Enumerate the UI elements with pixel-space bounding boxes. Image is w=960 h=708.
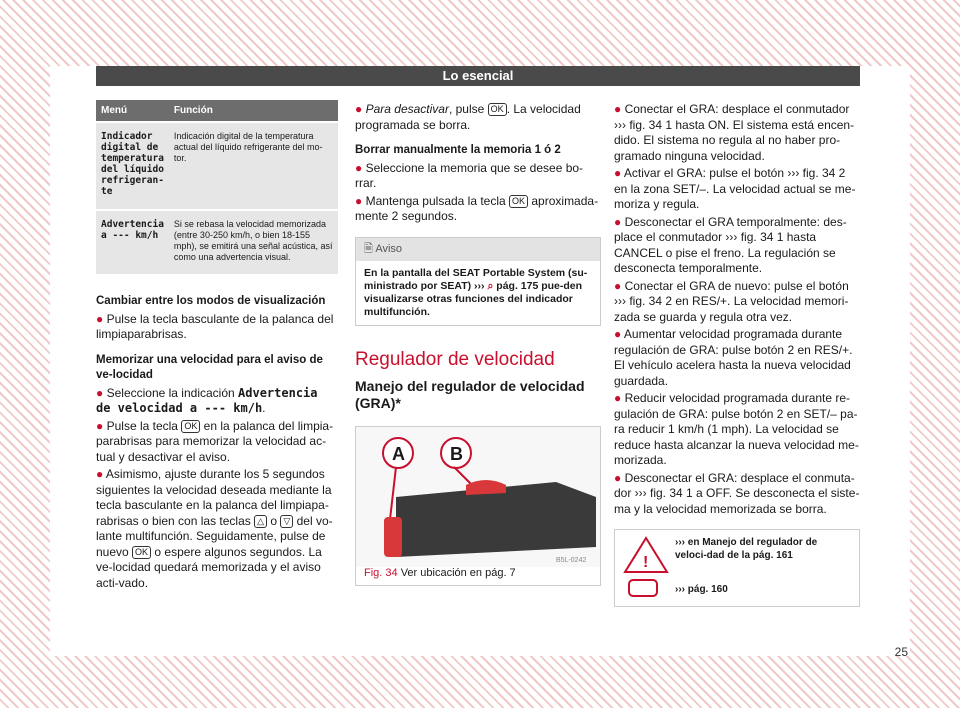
heading-clear-memory: Borrar manualmente la memoria 1 ó 2 [355, 144, 561, 156]
figure-code: B5L-0242 [556, 556, 587, 564]
warning-icon [621, 534, 671, 604]
list-item: ● Desconectar el GRA temporalmente: des-place el conmutador ››› fig. 34 1 hasta CANCEL o pise el freno. La regulación se desconecta temporalmente. [614, 214, 847, 275]
heading-memorize-speed: Memorizar una velocidad para el aviso de ve-locidad [96, 353, 323, 381]
figure-34 [355, 426, 601, 586]
ok-key: OK [181, 420, 200, 433]
warning-box [614, 529, 860, 607]
svg-text:!: ! [643, 554, 649, 571]
page-number: 25 [894, 645, 908, 659]
ok-key: OK [509, 195, 528, 208]
notice-text: En la pantalla del SEAT Portable System (su-ministrado por SEAT) ››› ⌕ pág. 175 pue-den visualizarse otras funciones del indicador multifunción. [364, 267, 588, 318]
portable-system-icon: ⌕ [487, 280, 494, 292]
list-item: ● Reducir velocidad programada durante re-gulación de GRA: pulse botón 2 en SET/– pa-ra reducir 1 km/h (1 mph). La velocidad se reduce hasta alcanzar la nueva velocidad me-morizada. [614, 391, 859, 467]
paragraph: ● Pulse la tecla OK en la palanca del limpia-parabrisas para memorizar la velocidad ac-tual y desactivar el aviso. [96, 418, 334, 464]
list-item: ● Conectar el GRA: desplace el conmutador ››› fig. 34 1 hasta ON. El sistema está encen-dido. El sistema no regula al no haber pro-gramado ninguna velocidad. [614, 102, 855, 163]
column-3 [614, 100, 860, 607]
paragraph: ● Pulse la tecla basculante de la palanca del limpiaparabrisas. [96, 311, 334, 341]
menu-table [96, 100, 338, 274]
figure-caption: Fig. 34 Ver ubicación en pág. 7 [364, 567, 516, 579]
ok-key: OK [488, 103, 507, 116]
subsection-title: Manejo del regulador de velocidad (GRA)* [355, 377, 585, 411]
warning-text-2: ››› pág. 160 [675, 584, 728, 595]
ok-key: OK [132, 546, 151, 559]
column-2 [355, 100, 601, 586]
notice-header: 🗎 Aviso [356, 238, 600, 262]
list-item: ● Desconectar el GRA: desplace el conmuta-dor ››› fig. 34 1 a OFF. Se desconecta el siste-ma y la velocidad memorizada se borra. [614, 470, 860, 516]
list-item: ● Activar el GRA: pulse el botón ››› fig. 34 2 en la zona SET/–. La velocidad actual se me-moriza y regula. [614, 166, 856, 211]
page-header: Lo esencial [96, 66, 860, 86]
column-1 [96, 100, 338, 591]
paragraph: ● Seleccione la indicación Advertencia de velocidad a --- km/h. [96, 385, 318, 415]
paragraph: ● Asimismo, ajuste durante los 5 segundos siguientes la velocidad deseada mediante la tecla basculante en la palanca del limpiapa-rabrisas o bien con las teclas △ o ▽ del vo-lante multifunción. Seguidamente, pulse de nuevo OK o espere algunos segundos. La ve-locidad quedará memorizada y el aviso acti-vado. [96, 467, 333, 590]
table-row: Advertencia a --- km/h Si se rebasa la velocidad memorizada (entre 30-250 km/h, o bien 18-155 mph), se emitirá una señal acústica, así como una advertencia visual. [96, 210, 338, 274]
list-item: ● Aumentar velocidad programada durante regulación de GRA: pulse botón 2 en RES/+. El vehículo acelera hasta la nueva velocidad guardada. [614, 327, 853, 388]
label-b: B [450, 443, 463, 464]
paragraph: ● Mantenga pulsada la tecla OK aproximada-mente 2 segundos. [355, 193, 599, 223]
paragraph: ● Para desactivar, pulse OK . La velocidad programada se borra. [355, 102, 581, 132]
list-item: ● Conectar el GRA de nuevo: pulse el botón ››› fig. 34 2 en RES/+. La velocidad memori-zada se guarda y regula otra vez. [614, 278, 849, 324]
table-header-menu: Menú [96, 100, 169, 122]
warning-text-1: ››› en Manejo del regulador de veloci-dad de la pág. 161 [675, 537, 818, 561]
label-a: A [392, 443, 405, 464]
cruise-control-lever-illustration [356, 427, 600, 567]
paragraph: ● Seleccione la memoria que se desee bo-rrar. [355, 160, 584, 190]
table-row: Indicador digital de temperatura del líquido refrigeran-te Indicación digital de la temperatura actual del líquido refrigerante del mo-tor. [96, 122, 338, 210]
notice-box [355, 237, 601, 327]
heading-display-modes: Cambiar entre los modos de visualización [96, 295, 326, 307]
section-title: Regulador de velocidad [355, 349, 555, 370]
down-key-icon: ▽ [280, 515, 293, 528]
table-header-function: Función [169, 100, 338, 122]
up-key-icon: △ [254, 515, 267, 528]
notice-icon: 🗎 [364, 242, 373, 255]
